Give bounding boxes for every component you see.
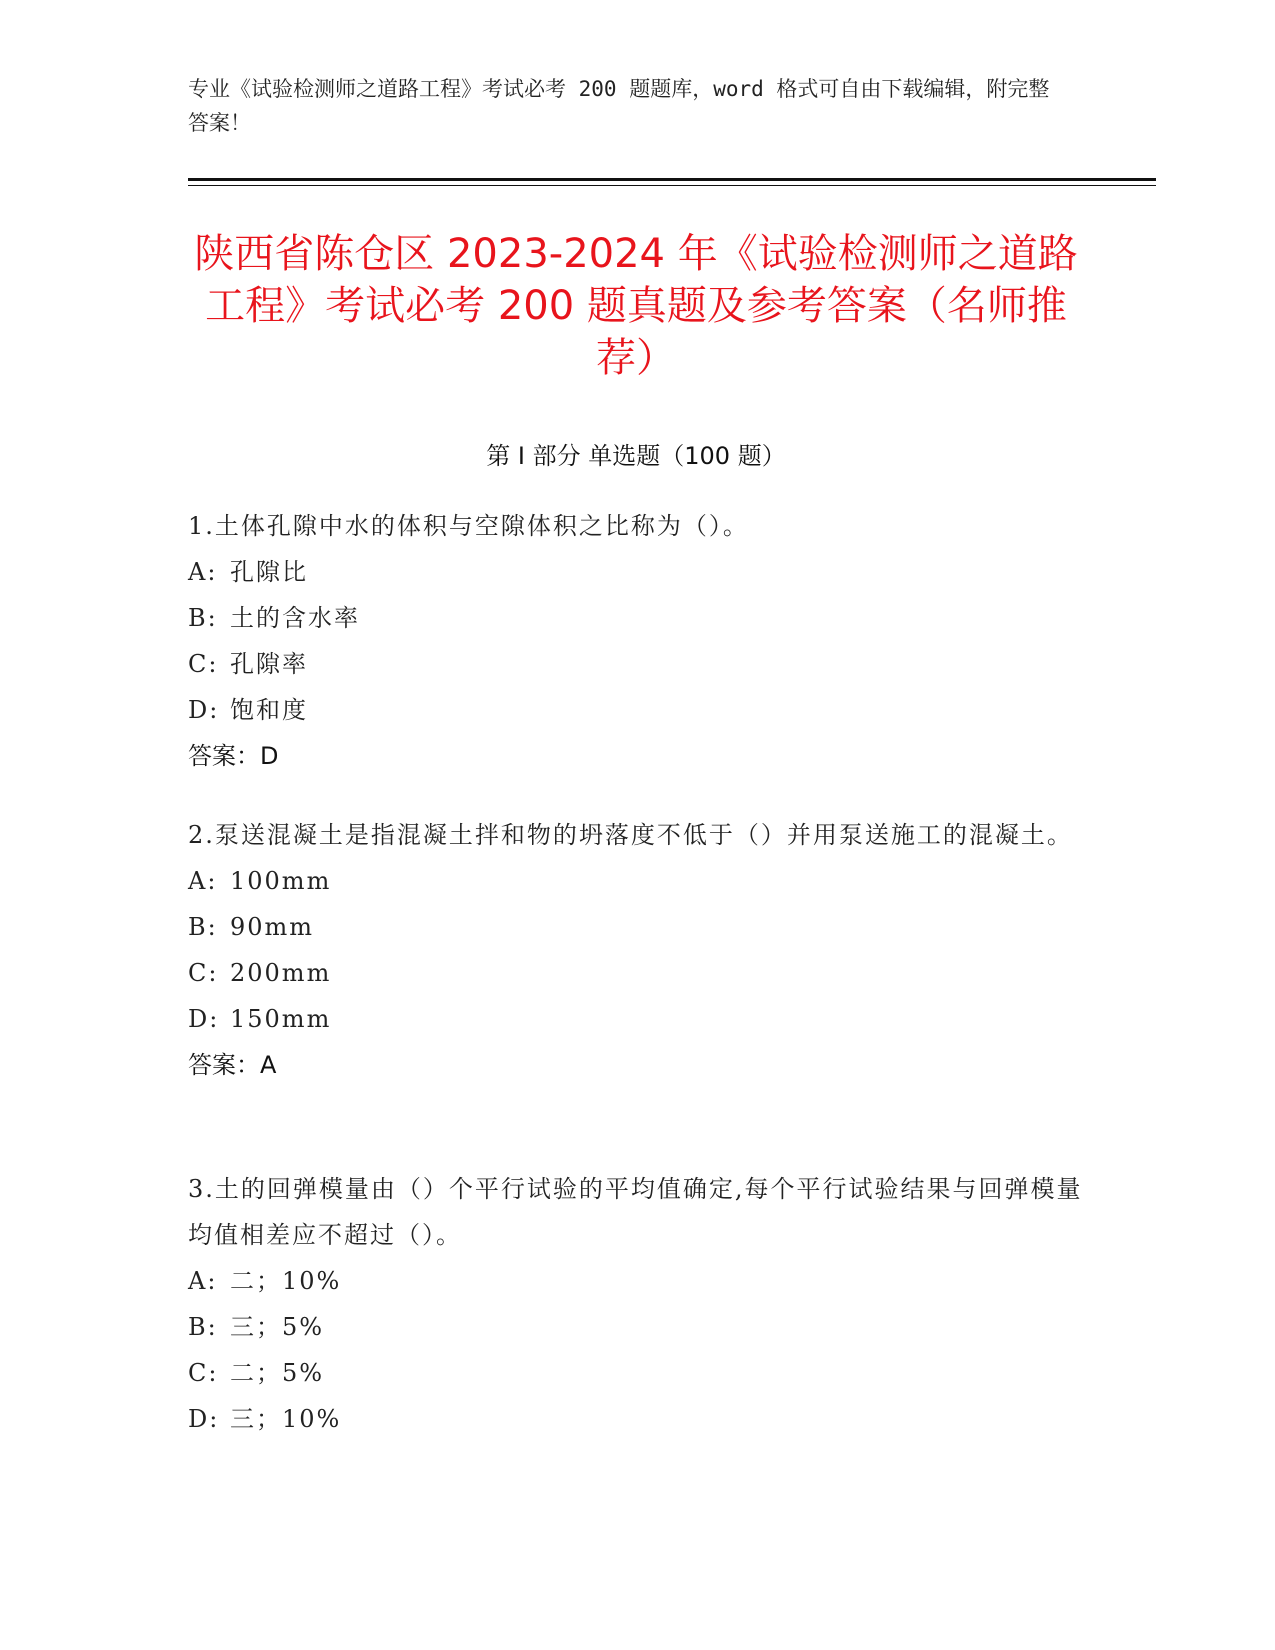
question-stem: 1.土体孔隙中水的体积与空隙体积之比称为（）。	[188, 512, 749, 540]
header-divider-thick	[188, 178, 1156, 181]
option-b: B: 土的含水率	[188, 604, 360, 632]
option-a: A: 孔隙比	[188, 558, 308, 586]
question-2	[188, 812, 1084, 1088]
option-d: D: 饱和度	[188, 696, 308, 724]
header-note: 专业《试验检测师之道路工程》考试必考 200 题题库，word 格式可自由下载编辑，附完整答案！	[188, 77, 1050, 135]
question-1	[188, 503, 1084, 779]
question-3	[188, 1166, 1084, 1442]
option-d: D: 150mm	[188, 1005, 332, 1033]
answer: 答案：A	[188, 1051, 277, 1079]
document-title: 陕西省陈仓区 2023-2024 年《试验检测师之道路工程》考试必考 200 题真题及参考答案（名师推荐）	[194, 231, 1078, 381]
option-a: A: 100mm	[188, 867, 332, 895]
section-heading: 第 I 部分 单选题（100 题）	[486, 442, 786, 470]
option-c: C: 200mm	[188, 959, 332, 987]
option-c: C: 二；5%	[188, 1359, 325, 1387]
answer: 答案：D	[188, 742, 279, 770]
option-b: B: 90mm	[188, 913, 315, 941]
question-stem: 3.土的回弹模量由（）个平行试验的平均值确定,每个平行试验结果与回弹模量均值相差应不超过（）。	[188, 1175, 1083, 1249]
option-b: B: 三；5%	[188, 1313, 325, 1341]
question-stem: 2.泵送混凝土是指混凝土拌和物的坍落度不低于（）并用泵送施工的混凝土。	[188, 821, 1073, 849]
header-divider-thin	[188, 185, 1156, 186]
option-d: D: 三；10%	[188, 1405, 342, 1433]
option-c: C: 孔隙率	[188, 650, 308, 678]
option-a: A: 二；10%	[188, 1267, 342, 1295]
